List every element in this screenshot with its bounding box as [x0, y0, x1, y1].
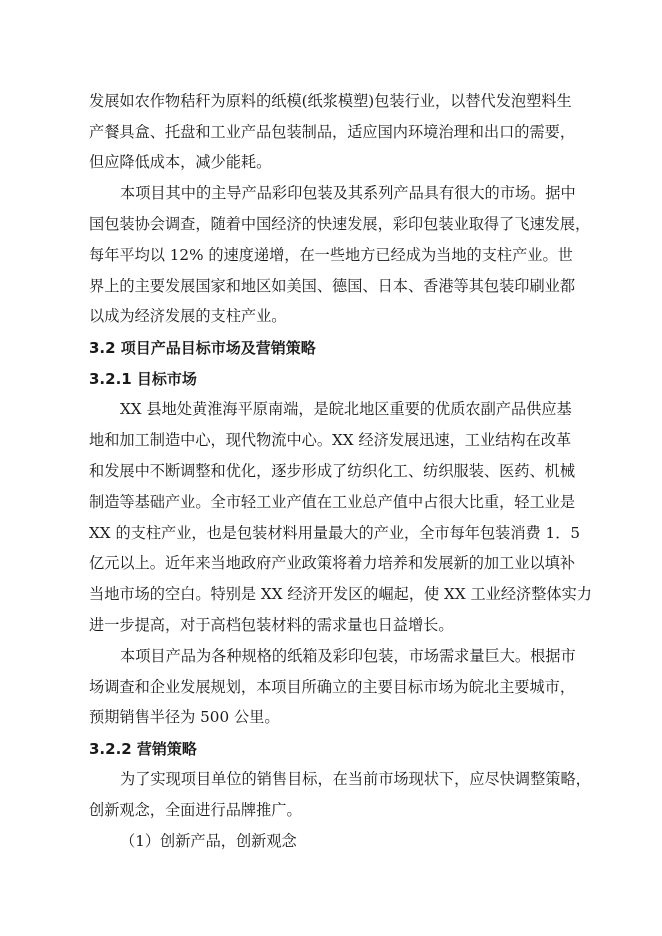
- paragraph-line: 地和加工制造中心，现代物流中心。XX 经济发展迅速，工业结构在改革: [89, 431, 572, 449]
- paragraph-line: XX 县地处黄淮海平原南端，是皖北地区重要的优质农副产品供应基: [120, 400, 572, 418]
- paragraph-line: XX 的支柱产业，也是包装材料用量最大的产业，全市每年包装消费 1．5: [89, 524, 581, 542]
- paragraph-line: 本项目产品为各种规格的纸箱及彩印包装，市场需求量巨大。根据市: [120, 647, 576, 665]
- paragraph-line: 当地市场的空白。特别是 XX 经济开发区的崛起，使 XX 工业经济整体实力: [89, 585, 592, 603]
- paragraph-line: 为了实现项目单位的销售目标，在当前市场现状下，应尽快调整策略，: [120, 770, 591, 788]
- paragraph-line: 进一步提高，对于高档包装材料的需求量也日益增长。: [89, 616, 454, 634]
- paragraph-line: 国包装协会调查，随着中国经济的快速发展，彩印包装业取得了飞速发展，: [89, 215, 591, 233]
- section-heading-3-2: 3.2 项目产品目标市场及营销策略: [89, 339, 316, 357]
- paragraph-line: 亿元以上。近年来当地政府产业政策将着力培养和发展新的加工业以填补: [89, 554, 575, 572]
- paragraph-line: 界上的主要发展国家和地区如美国、德国、日本、香港等其包装印刷业都: [89, 277, 575, 295]
- section-heading-3-2-2: 3.2.2 营销策略: [89, 740, 197, 758]
- paragraph-line: 制造等基础产业。全市轻工业产值在工业总产值中占很大比重，轻工业是: [89, 493, 575, 511]
- section-heading-3-2-1: 3.2.1 目标市场: [89, 370, 197, 388]
- paragraph-line: 产餐具盒、托盘和工业产品包装制品，适应国内环境治理和出口的需要，: [89, 123, 575, 141]
- paragraph-line: 发展如农作物秸秆为原料的纸模(纸浆模塑)包装行业，以替代发泡塑料生: [89, 92, 572, 110]
- list-item: （1）创新产品，创新观念: [120, 832, 297, 850]
- paragraph-line: 本项目其中的主导产品彩印包装及其系列产品具有很大的市场。据中: [120, 184, 576, 202]
- paragraph-line: 以成为经济发展的支柱产业。: [89, 307, 287, 325]
- paragraph-line: 创新观念，全面进行品牌推广。: [89, 801, 302, 819]
- paragraph-line: 场调查和企业发展规划，本项目所确立的主要目标市场为皖北主要城市，: [89, 678, 575, 696]
- paragraph-line: 预期销售半径为 500 公里。: [89, 708, 280, 726]
- paragraph-line: 和发展中不断调整和优化，逐步形成了纺织化工、纺织服装、医药、机械: [89, 462, 575, 480]
- paragraph-line: 每年平均以 12% 的速度递增，在一些地方已经成为当地的支柱产业。世: [89, 246, 573, 264]
- paragraph-line: 但应降低成本，减少能耗。: [89, 153, 272, 171]
